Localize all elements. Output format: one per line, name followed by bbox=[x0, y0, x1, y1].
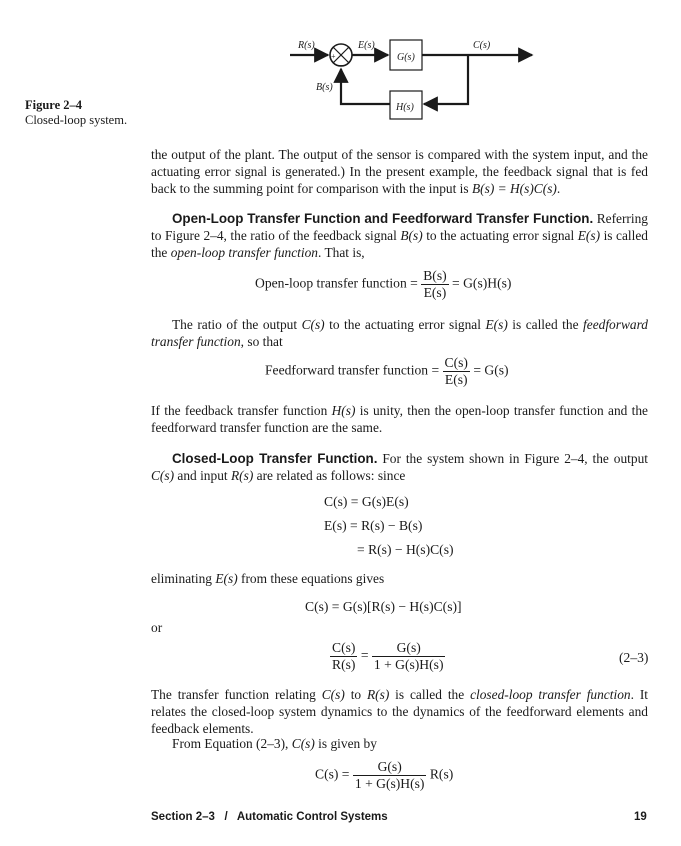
equation-feedforward: Feedforward transfer function = $\frac{C(s)}{E(s)}$ = G(s) bbox=[265, 355, 509, 387]
output-label: C(s) bbox=[473, 40, 491, 51]
footer-section: Section 2–3 / Automatic Control Systems bbox=[151, 811, 388, 823]
sum-sign-plus: + bbox=[331, 52, 336, 61]
forward-block-label: G(s) bbox=[397, 52, 415, 63]
equation-c: = R(s) − H(s)C(s) bbox=[357, 542, 454, 557]
paragraph-5: Closed-Loop Transfer Function. For the system shown in Figure 2–4, the output C(s) and input R(s) are related as follows: since bbox=[151, 451, 648, 483]
paragraph-2: Open-Loop Transfer Function and Feedforward Transfer Function. Referring to Figure 2–4, the ratio of the feedback signal B(s) to the actuating error signal E(s) is called the open-loop transfer function. That is, bbox=[151, 211, 649, 260]
feedback-block-label: H(s) bbox=[396, 102, 414, 113]
equation-open-loop: Open-loop transfer function = $\frac{B(s)}{E(s)}$ = G(s)H(s) bbox=[255, 268, 512, 300]
sum-sign-minus: − bbox=[339, 61, 344, 70]
equation-number: (2–3) bbox=[619, 650, 649, 665]
feedback-label: B(s) bbox=[316, 82, 333, 93]
page-number: 19 bbox=[634, 811, 647, 823]
paragraph-8: From Equation (2–3), C(s) is given by bbox=[172, 736, 377, 751]
equation-b: E(s) = R(s) − B(s) bbox=[324, 518, 423, 533]
feedback-path-left bbox=[341, 69, 390, 104]
equation-closed-loop: $\frac{C(s)}{R(s)}$ = $\frac{G(s)}{1 + G(s)H(s)}$ bbox=[332, 640, 444, 672]
or-text: or bbox=[151, 620, 163, 635]
figure-caption: Closed-loop system. bbox=[25, 113, 128, 127]
figure-label: Figure 2–4 bbox=[25, 98, 83, 112]
paragraph-4: If the feedback transfer function H(s) is unity, then the open-loop transfer function and the feedforward transfer function are the same. bbox=[151, 403, 648, 435]
equation-d: C(s) = G(s)[R(s) − H(s)C(s)] bbox=[305, 599, 462, 614]
paragraph-1: the output of the plant. The output of the sensor is compared with the system input, and the actuating error signal is generated.) In the present example, the feedback signal that is fed back to the summing point for comparison with the input is B(s) = H(s)C(s). bbox=[151, 147, 648, 196]
heading-open-loop: Open-Loop Transfer Function and Feedforward Transfer Function. bbox=[172, 211, 594, 226]
heading-closed-loop: Closed-Loop Transfer Function. bbox=[172, 451, 378, 466]
error-label: E(s) bbox=[358, 40, 375, 51]
equation-final: C(s) = $\frac{G(s)}{1 + G(s)H(s)}$ R(s) bbox=[315, 759, 454, 791]
equation-a: C(s) = G(s)E(s) bbox=[324, 494, 409, 509]
feedback-path-right bbox=[424, 55, 468, 104]
paragraph-3: The ratio of the output C(s) to the actuating error signal E(s) is called the feedforward transfer function, so that bbox=[151, 317, 648, 349]
paragraph-7: The transfer function relating C(s) to R(s) is called the closed-loop transfer function. It relates the closed-loop system dynamics to the dynamics of the feedforward elements and feedback elements. bbox=[151, 687, 648, 736]
input-label: R(s) bbox=[298, 40, 315, 51]
paragraph-6: eliminating E(s) from these equations gives bbox=[151, 571, 385, 586]
